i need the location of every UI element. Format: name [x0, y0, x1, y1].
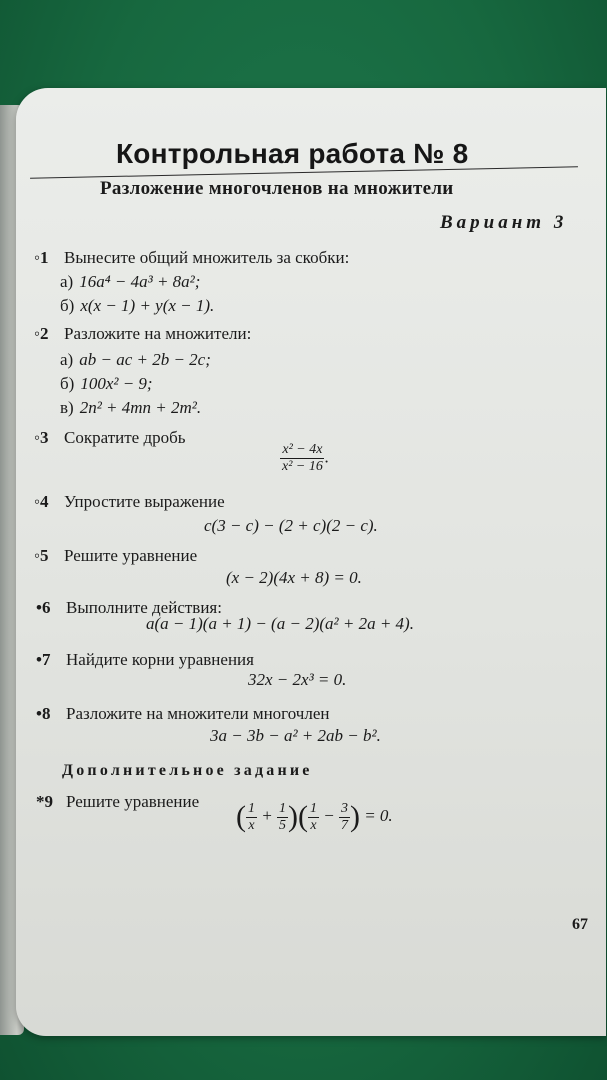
plus-sign: +: [261, 805, 273, 825]
extra-task-heading: Дополнительное задание: [62, 762, 313, 779]
item-expression: 2n² + 4mn + 2m².: [79, 398, 202, 417]
task-number: ◦4: [34, 492, 49, 511]
task-text: Разложите на множители:: [64, 324, 252, 343]
task-text: Решите уравнение: [64, 546, 198, 565]
task-text: Сократите дробь: [64, 428, 186, 447]
task-text: Решите уравнение: [66, 792, 200, 811]
page-title: Контрольная работа № 8: [116, 138, 469, 169]
item-label: а): [60, 272, 74, 291]
fraction-denominator: x: [310, 817, 317, 833]
task-number: •8: [36, 704, 51, 723]
task-text: Разложите на множители многочлен: [66, 704, 330, 723]
minus-sign: −: [323, 805, 335, 825]
task-1-item-b: [60, 296, 214, 316]
fraction-denominator: x² − 16: [282, 459, 323, 474]
task-8-expression: 3a − 3b − a² + 2ab − b².: [210, 726, 381, 745]
item-expression: ab − ac + 2b − 2c;: [79, 350, 211, 369]
item-expression: x(x − 1) + y(x − 1).: [80, 296, 215, 315]
task-text: Вынесите общий множитель за скобки:: [64, 248, 350, 267]
task-6-expression: a(a − 1)(a + 1) − (a − 2)(a² + 2a + 4).: [146, 614, 414, 633]
fraction-denominator: 5: [278, 817, 286, 833]
fraction-denominator: 7: [340, 817, 348, 833]
fraction-tail: .: [324, 447, 330, 467]
task-number: ◦3: [34, 428, 49, 447]
task-1: [34, 248, 349, 268]
task-text: Найдите корни уравнения: [66, 650, 254, 669]
task-text: Упростите выражение: [64, 492, 225, 511]
task-2-item-c: [60, 398, 201, 418]
equation-tail: = 0.: [364, 805, 393, 825]
task-2: [34, 324, 251, 344]
variant-label: Вариант 3: [440, 212, 568, 233]
fraction-numerator: x² − 4x: [282, 442, 323, 457]
task-7: [36, 650, 254, 670]
fraction-numerator: 1: [309, 800, 317, 816]
fraction-numerator: 1: [278, 800, 286, 816]
task-number: ◦2: [34, 324, 49, 343]
task-8: [36, 704, 329, 724]
task-number: ◦5: [34, 546, 49, 565]
fraction-numerator: 1: [248, 800, 255, 816]
task-number: ◦1: [34, 248, 49, 267]
task-7-expression: 32x − 2x³ = 0.: [248, 670, 347, 689]
item-label: б): [60, 374, 75, 393]
task-5-expression: (x − 2)(4x + 8) = 0.: [226, 568, 362, 587]
page-subtitle: Разложение многочленов на множители: [100, 178, 454, 199]
task-2-item-b: [60, 374, 153, 394]
task-4: [34, 492, 225, 512]
task-3: [34, 428, 186, 448]
task-number: •6: [36, 598, 51, 617]
item-expression: 100x² − 9;: [80, 374, 153, 393]
task-number: *9: [36, 792, 53, 811]
task-2-item-a: [60, 350, 211, 370]
item-label: б): [60, 296, 75, 315]
task-9: [36, 792, 199, 812]
item-expression: 16a⁴ − 4a³ + 8a²;: [79, 272, 201, 291]
task-1-item-a: [60, 272, 200, 292]
task-text: Выполните действия:: [66, 598, 222, 617]
task-9-equation: ( $\frac{1}{x}$ + $\frac{1}{5}$ )( $\frac{1}{x}$ − $\frac{3}{7}$ ) = 0.: [236, 800, 393, 833]
fraction-denominator: x: [248, 817, 255, 833]
task-number: •7: [36, 650, 51, 669]
task-3-fraction: [280, 442, 329, 475]
fraction-numerator: 3: [340, 800, 348, 816]
item-label: в): [60, 398, 74, 417]
item-label: а): [60, 350, 74, 369]
page-number: 67: [572, 916, 588, 933]
task-4-expression: c(3 − c) − (2 + c)(2 − c).: [204, 516, 378, 535]
task-5: [34, 546, 197, 566]
